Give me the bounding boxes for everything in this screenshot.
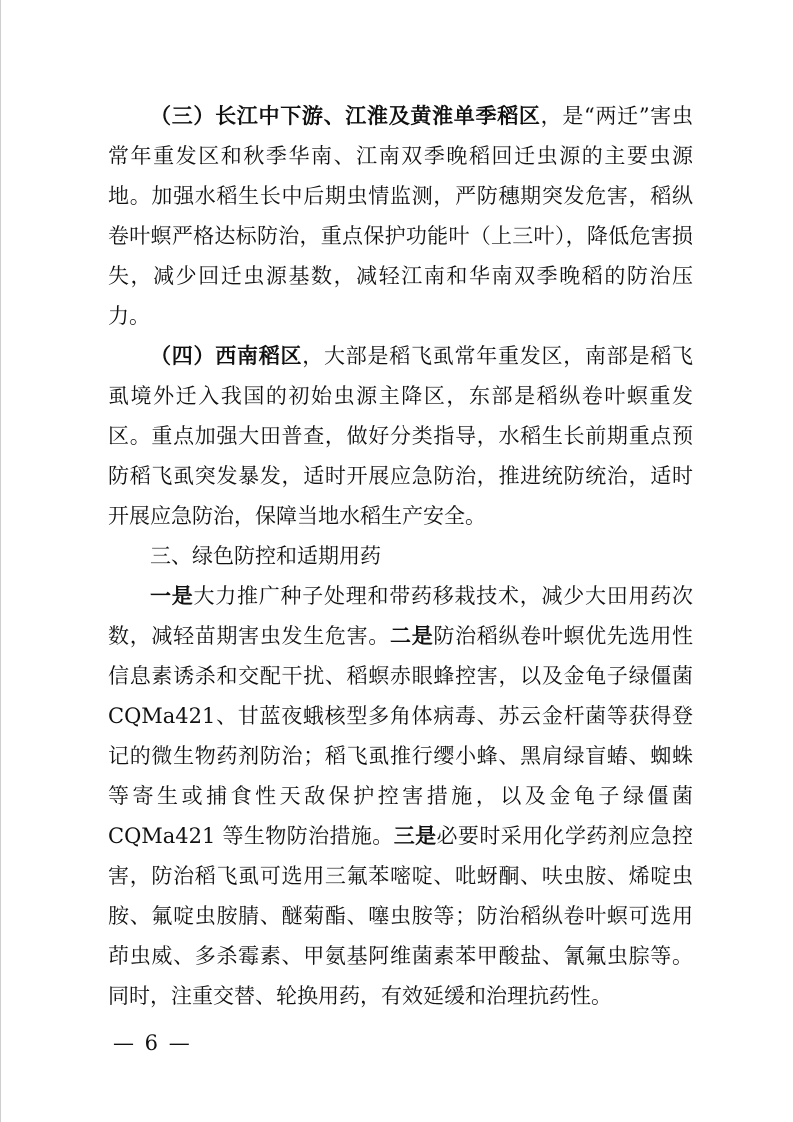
paragraph-section-3 — [108, 96, 693, 336]
measure-2-text: 防治稻纵卷叶螟优先选用性信息素诱杀和交配干扰、稻螟赤眼蜂控害，以及金龟子绿僵菌CQMa421、甘蓝夜蛾核型多角体病毒、苏云金杆菌等获得登记的微生物药剂防治；稻飞虱推行缨小蜂、黑肩绿盲蝽、蜘蛛等寄生或捕食性天敌保护控害措施，以及金龟子绿僵菌 CQMa421 等生物防治措施。 — [108, 624, 694, 848]
measure-3-text: 必要时采用化学药剂应急控害，防治稻飞虱可选用三氟苯嘧啶、吡蚜酮、呋虫胺、烯啶虫胺、氟啶虫胺腈、醚菊酯、噻虫胺等；防治稻纵卷叶螟可选用茚虫威、多杀霉素、甲氨基阿维菌素苯甲酸盐、氰氟虫腙等。同时，注重交替、轮换用药，有效延缓和治理抗药性。 — [108, 824, 693, 1008]
document-body — [108, 96, 693, 1016]
section-4-text: ，大部是稻飞虱常年重发区，南部是稻飞虱境外迁入我国的初始虫源主降区，东部是稻纵卷叶螟重发区。重点加强大田普查，做好分类指导，水稻生长前期重点预防稻飞虱突发暴发，适时开展应急防治，推进统防统治，适时开展应急防治，保障当地水稻生产安全。 — [108, 344, 693, 528]
paragraph-section-4 — [108, 336, 693, 536]
measure-2-label: 二是 — [390, 624, 434, 648]
page-number: — 6 — — [113, 1031, 192, 1055]
section-heading: 三、绿色防控和适期用药 — [150, 544, 381, 568]
measure-1-text: 大力推广种子处理和带药移栽技术，减少大田用药次数，减轻苗期害虫发生危害。 — [108, 584, 693, 648]
measure-1-label: 一是 — [150, 584, 194, 608]
section-3-heading: （三）长江中下游、江淮及黄淮单季稻区 — [150, 104, 541, 128]
paragraph-measures — [108, 576, 693, 1016]
section-4-heading: （四）西南稻区 — [150, 344, 303, 368]
section-3-text: ，是“两迁”害虫常年重发区和秋季华南、江南双季晚稻回迁虫源的主要虫源地。加强水稻生长中后期虫情监测，严防穗期突发危害，稻纵卷叶螟严格达标防治，重点保护功能叶（上三叶），降低危害损失，减少回迁虫源基数，减轻江南和华南双季晚稻的防治压力。 — [108, 104, 694, 328]
measure-3-label: 三是 — [393, 824, 437, 848]
